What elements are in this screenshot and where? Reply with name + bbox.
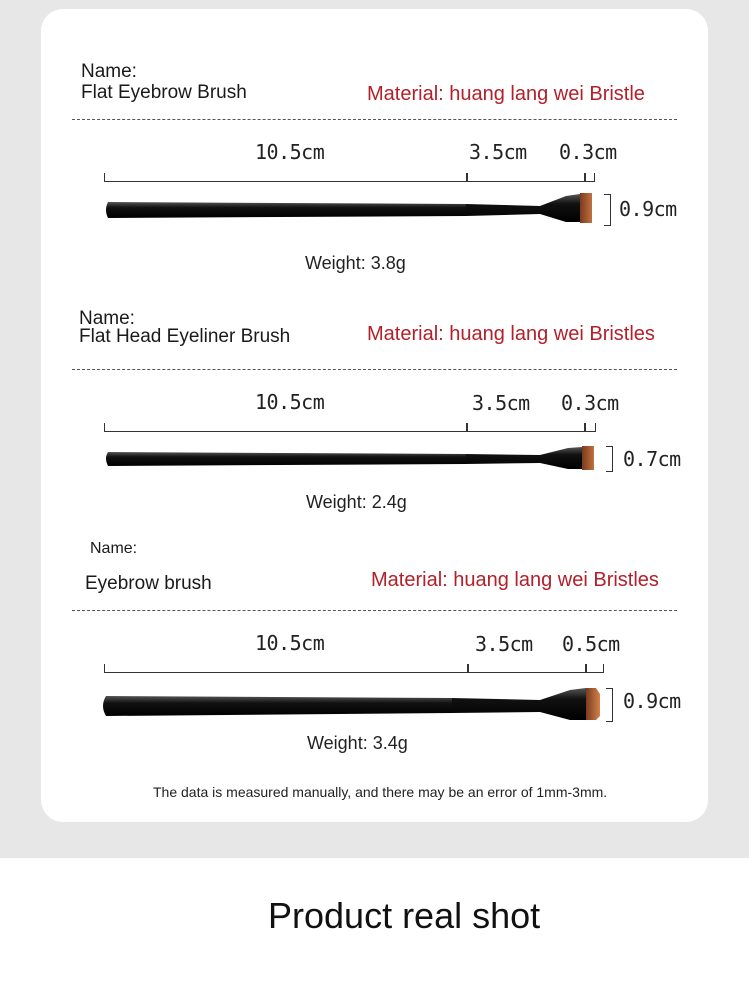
brush-2-image (100, 440, 620, 476)
brush-3-width-bracket (606, 688, 613, 722)
brush-1-handle-length: 10.5cm (255, 140, 325, 164)
brush-3-handle-bracket (104, 664, 469, 673)
brush-3-divider (72, 610, 677, 611)
brush-2-tip-length: 0.3cm (561, 391, 619, 415)
brush-3-name: Eyebrow brush (85, 573, 212, 594)
brush-1-handle-bracket (104, 173, 468, 182)
brush-1-weight: Weight: 3.8g (305, 253, 406, 273)
brush-2-material: Material: huang lang wei Bristles (367, 323, 655, 345)
brush-1-width-bracket (604, 194, 611, 226)
brush-2-name: Flat Head Eyeliner Brush (79, 326, 291, 347)
measurement-footnote: The data is measured manually, and there may be an error of 1mm-3mm. (153, 784, 608, 800)
brush-2-divider (72, 369, 677, 370)
brush-3-handle-length: 10.5cm (255, 631, 325, 655)
brush-3-image (100, 684, 620, 726)
brush-3-name-label: Name: (90, 540, 138, 557)
brush-2-width-bracket (606, 446, 613, 472)
brush-3-tip-length: 0.5cm (562, 632, 620, 656)
brush-2-weight: Weight: 2.4g (306, 492, 407, 512)
brush-1-name-label: Name: (81, 61, 137, 82)
brush-3-tip-width: 0.9cm (623, 689, 681, 713)
brush-2-handle-length: 10.5cm (255, 390, 325, 414)
section-heading: Product real shot (268, 895, 541, 936)
brush-2-tip-width: 0.7cm (623, 447, 681, 471)
brush-1-name: Flat Eyebrow Brush (81, 82, 247, 103)
brush-3-weight: Weight: 3.4g (307, 733, 408, 753)
brush-1-tip-length: 0.3cm (559, 140, 617, 164)
brush-3-ferrule-bracket (467, 664, 587, 673)
brush-2-tip-bracket (584, 423, 596, 432)
brush-2-ferrule-bracket (466, 423, 586, 432)
brush-2-name-label: Name: (79, 308, 135, 329)
brush-3-tip-bracket (585, 664, 604, 673)
brush-1-tip-width: 0.9cm (619, 197, 677, 221)
brush-1-ferrule-bracket (466, 173, 586, 182)
brush-1-material: Material: huang lang wei Bristle (367, 83, 645, 105)
brush-1-image (100, 186, 620, 226)
brush-3-material: Material: huang lang wei Bristles (371, 569, 659, 591)
brush-1-divider (72, 119, 677, 120)
brush-2-handle-bracket (104, 423, 468, 432)
brush-1-ferrule-length: 3.5cm (469, 140, 527, 164)
brush-3-ferrule-length: 3.5cm (475, 632, 533, 656)
brush-1-tip-bracket (584, 173, 595, 182)
brush-2-ferrule-length: 3.5cm (472, 391, 530, 415)
